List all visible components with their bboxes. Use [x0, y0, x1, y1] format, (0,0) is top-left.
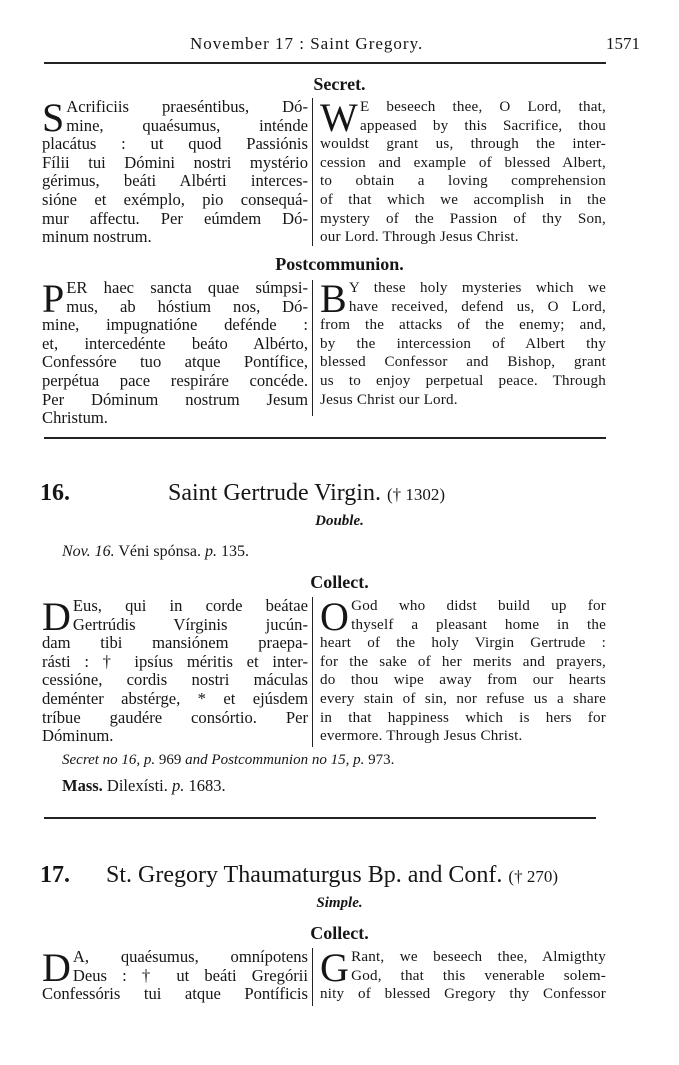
text-line: cessióne, cordis nostri máculas: [42, 671, 308, 690]
column-divider: [312, 597, 313, 747]
feast-17-rank: Simple.: [316, 895, 363, 911]
saint-name: Saint Gertrude Virgin.: [168, 480, 381, 506]
text-line: mine, quaésumus, inténde: [66, 116, 308, 135]
running-head: [40, 34, 640, 56]
text-line: have received, defend us, O Lord,: [348, 298, 606, 315]
text-line: God, that this venerable solem-: [351, 967, 606, 984]
text-line: Christum.: [42, 409, 108, 428]
postcommunion-english-text: [320, 276, 606, 409]
collect-english-text: [320, 945, 606, 1004]
feast-number: 17.: [40, 862, 70, 888]
text-line: ER haec sancta quae súmpsi-: [66, 279, 308, 297]
text-line: mystery of the Passion of thy Son,: [320, 210, 606, 227]
drop-cap: S: [42, 95, 65, 140]
mass-text: Dilexísti.: [106, 776, 168, 795]
collect-latin-text: [42, 594, 308, 746]
text-line: in that happiness which is hers for: [320, 709, 606, 726]
column-divider: [312, 280, 313, 416]
feast-number: 16.: [40, 480, 70, 506]
text-line: Per Dóminum nostrum Jesum: [42, 390, 308, 409]
text-line: deménter abstérge, * et ejúsdem: [42, 689, 308, 708]
text-line: us to enjoy perpetual peace. Through: [320, 372, 606, 389]
note-part: p.: [353, 752, 365, 768]
text-line: cession and example of blessed Albert,: [320, 154, 606, 171]
text-line: Rant, we beseech thee, Almigthty: [351, 949, 606, 965]
drop-cap: D: [42, 945, 71, 990]
text-line: A, quaésumus, omnípotens: [72, 948, 308, 966]
text-line: mus, ab hóstium nos, Dó-: [66, 297, 308, 316]
text-line: minum nostrum.: [42, 228, 152, 247]
obit-year: († 270): [508, 867, 558, 886]
text-line: placátus : ut quod Passiónis: [42, 135, 308, 154]
drop-cap: B: [320, 276, 347, 321]
mass-page: 1683.: [188, 776, 226, 795]
note-p: p.: [204, 543, 217, 560]
text-line: every stain of sin, nor refuse us a share: [320, 690, 606, 707]
text-line: mur affectu. Per eúmdem Dó-: [42, 209, 308, 228]
text-line: God who didst build up for: [351, 598, 606, 614]
text-line: thyself a pleasant home in the: [351, 616, 606, 633]
introit-note: [62, 543, 249, 561]
feast-name: [106, 862, 558, 889]
feast-16-rank: Double.: [315, 513, 364, 529]
text-line: our Lord. Through Jesus Christ.: [320, 229, 519, 246]
text-line: gérimus, beáti Albérti interces-: [42, 172, 308, 191]
mass-p: p.: [172, 776, 185, 795]
text-line: Eus, qui in corde beátae: [72, 597, 308, 615]
postcommunion-heading: Postcommunion.: [275, 254, 404, 274]
text-line: evermore. Through Jesus Christ.: [320, 728, 523, 745]
collect-latin-text: [42, 945, 308, 1004]
collect-english-text: [320, 594, 606, 746]
text-line: from the attacks of the enemy; and,: [320, 317, 606, 334]
text-line: Dóminum.: [42, 727, 114, 746]
note-part: 973.: [368, 752, 395, 768]
text-line: rásti : † ipsíus méritis et inter-: [42, 652, 308, 671]
drop-cap: W: [320, 95, 358, 140]
text-line: to obtain a loving comprehension: [320, 173, 606, 190]
text-line: Y these holy mysteries which we: [348, 280, 606, 296]
note-part: p.: [143, 752, 156, 768]
text-line: Deus : † ut beáti Gregórii: [72, 966, 308, 985]
drop-cap: P: [42, 276, 65, 321]
column-divider: [312, 98, 313, 246]
running-title: November 17 : Saint Gregory.: [190, 34, 424, 53]
column-divider: [312, 948, 313, 1006]
secret-latin-text: [42, 95, 308, 247]
text-line: sióne et exémplo, pio consequá-: [42, 190, 308, 209]
secret-heading: Secret.: [313, 74, 366, 94]
text-line: heart of the holy Virgin Gertrude :: [320, 635, 606, 652]
note-text: Véni spónsa.: [118, 543, 201, 560]
text-line: E beseech thee, O Lord, that,: [359, 99, 606, 115]
text-line: do thou wipe away from our hearts: [320, 672, 606, 689]
secret-english-text: [320, 95, 606, 247]
text-line: Confessóris tui atque Pontíficis: [42, 985, 308, 1004]
section-rule: [44, 817, 596, 819]
page-number: 1571: [606, 34, 640, 53]
text-line: of that which we accomplish in the: [320, 191, 606, 208]
text-line: nity of blessed Gregory thy Confessor: [320, 986, 606, 1003]
text-line: Gertrúdis Vírginis jucún-: [72, 615, 308, 634]
note-part: Secret no 16,: [62, 752, 141, 768]
text-line: blessed Confessor and Bishop, grant: [320, 354, 606, 371]
secret-note: [62, 752, 394, 769]
text-line: mine, impugnatióne defénde :: [42, 316, 308, 335]
drop-cap: D: [42, 594, 71, 639]
saint-name: St. Gregory Thaumaturgus Bp. and Conf.: [106, 862, 503, 888]
collect-heading: Collect.: [310, 572, 369, 592]
mass-note: [62, 776, 226, 796]
text-line: dam tibi mansiónem praepa-: [42, 634, 308, 653]
text-line: Fílii tui Dómini nostri mystério: [42, 153, 308, 172]
text-line: Jesus Christ our Lord.: [320, 391, 458, 408]
obit-year: († 1302): [386, 485, 446, 504]
drop-cap: O: [320, 594, 350, 639]
note-part: 969: [158, 752, 182, 768]
mass-label: Mass.: [62, 776, 103, 795]
collect-heading: Collect.: [310, 923, 369, 943]
note-part: and Postcommunion no 15,: [185, 752, 350, 768]
note-date: Nov. 16.: [62, 543, 115, 560]
text-line: appeased by this Sacrifice, thou: [359, 117, 606, 134]
drop-cap: G: [320, 945, 350, 990]
text-line: et, intercedénte beáto Albérto,: [42, 334, 308, 353]
note-page: 135.: [220, 543, 249, 560]
text-line: by the intercession of Albert thy: [320, 335, 606, 352]
text-line: Confessóre tuo atque Pontífice,: [42, 353, 308, 372]
text-line: wouldst grant us, through the inter-: [320, 136, 606, 153]
feast-name: [168, 480, 445, 507]
section-rule: [44, 437, 606, 439]
header-rule: [44, 62, 606, 64]
text-line: tríbue gaudére consórtio. Per: [42, 708, 308, 727]
text-line: for the sake of her merits and prayers,: [320, 653, 606, 670]
text-line: Acrificiis praeséntibus, Dó-: [66, 98, 308, 116]
postcommunion-latin-text: [42, 276, 308, 428]
text-line: perpétua pace respiráre concéde.: [42, 371, 308, 390]
